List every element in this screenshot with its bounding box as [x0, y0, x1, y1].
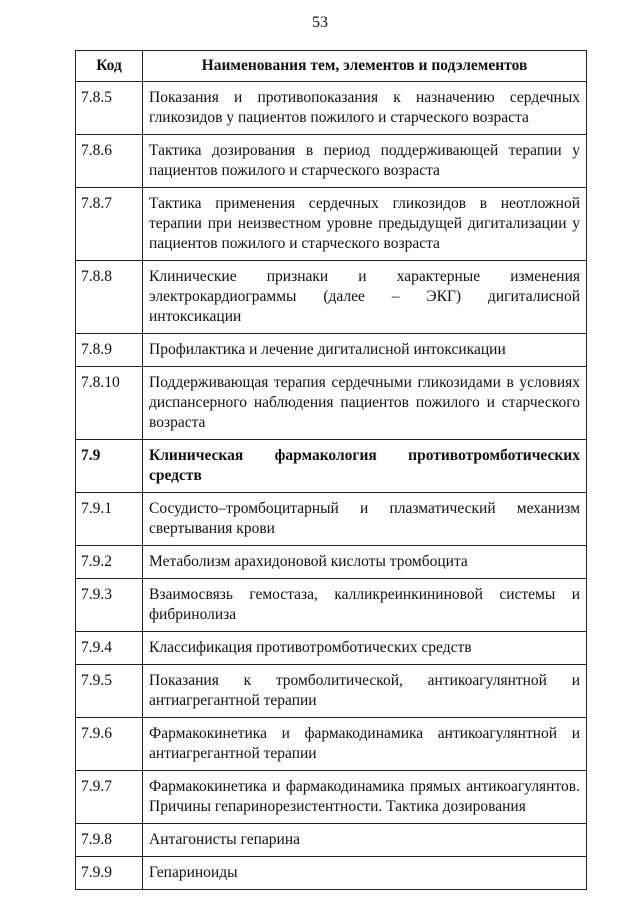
table-row — [76, 857, 587, 890]
row-name: Показания к тромболитической, антикоагулянтной и антиагрегантной терапии — [143, 665, 587, 718]
row-code: 7.9.7 — [76, 771, 143, 824]
table-row — [76, 546, 587, 579]
row-code: 7.9.9 — [76, 857, 143, 890]
row-name: Метаболизм арахидоновой кислоты тромбоцита — [143, 546, 587, 579]
table-row — [76, 718, 587, 771]
header-code: Код — [76, 51, 143, 82]
row-name: Взаимосвязь гемостаза, калликреинкининовой системы и фибринолиза — [143, 579, 587, 632]
section-row — [76, 440, 587, 493]
row-code: 7.9.4 — [76, 632, 143, 665]
row-code: 7.8.10 — [76, 367, 143, 440]
curriculum-table — [75, 50, 587, 890]
row-name: Клинические признаки и характерные изменения электрокардиограммы (далее – ЭКГ) дигиталисной интоксикации — [143, 261, 587, 334]
row-code: 7.9.6 — [76, 718, 143, 771]
row-name: Показания и противопоказания к назначению сердечных гликозидов у пациентов пожилого и старческого возраста — [143, 82, 587, 135]
table-row — [76, 82, 587, 135]
table-row — [76, 665, 587, 718]
table-row — [76, 261, 587, 334]
row-code: 7.9.2 — [76, 546, 143, 579]
table-row — [76, 334, 587, 367]
row-code: 7.9.3 — [76, 579, 143, 632]
table-row — [76, 579, 587, 632]
row-name: Антагонисты гепарина — [143, 824, 587, 857]
table-row — [76, 135, 587, 188]
section-title: Клиническая фармакология противотромботических средств — [143, 440, 587, 493]
row-code: 7.9.1 — [76, 493, 143, 546]
row-name: Тактика применения сердечных гликозидов в неотложной терапии при неизвестном уровне предыдущей дигитализации у пациентов пожилого и старческого возраста — [143, 188, 587, 261]
row-name: Фармакокинетика и фармакодинамика прямых антикоагулянтов. Причины гепаринорезистентности. Тактика дозирования — [143, 771, 587, 824]
row-name: Поддерживающая терапия сердечными гликозидами в условиях диспансерного наблюдения пациентов пожилого и старческого возраста — [143, 367, 587, 440]
row-name: Тактика дозирования в период поддерживающей терапии у пациентов пожилого и старческого возраста — [143, 135, 587, 188]
table-body — [76, 82, 587, 890]
row-code: 7.8.8 — [76, 261, 143, 334]
row-code: 7.8.9 — [76, 334, 143, 367]
row-name: Фармакокинетика и фармакодинамика антикоагулянтной и антиагрегантной терапии — [143, 718, 587, 771]
row-code: 7.8.6 — [76, 135, 143, 188]
section-code: 7.9 — [76, 440, 143, 493]
row-code: 7.8.5 — [76, 82, 143, 135]
table-row — [76, 824, 587, 857]
row-name: Профилактика и лечение дигиталисной интоксикации — [143, 334, 587, 367]
table-row — [76, 771, 587, 824]
header-name: Наименования тем, элементов и подэлементов — [143, 51, 587, 82]
row-name: Гепариноиды — [143, 857, 587, 890]
table-row — [76, 632, 587, 665]
page-number: 53 — [312, 14, 328, 31]
row-code: 7.9.5 — [76, 665, 143, 718]
table-row — [76, 367, 587, 440]
row-name: Сосудисто–тромбоцитарный и плазматический механизм свертывания крови — [143, 493, 587, 546]
table-row — [76, 188, 587, 261]
row-code: 7.8.7 — [76, 188, 143, 261]
table-row — [76, 493, 587, 546]
row-name: Классификация противотромботических средств — [143, 632, 587, 665]
row-code: 7.9.8 — [76, 824, 143, 857]
table-header-row — [76, 51, 587, 82]
